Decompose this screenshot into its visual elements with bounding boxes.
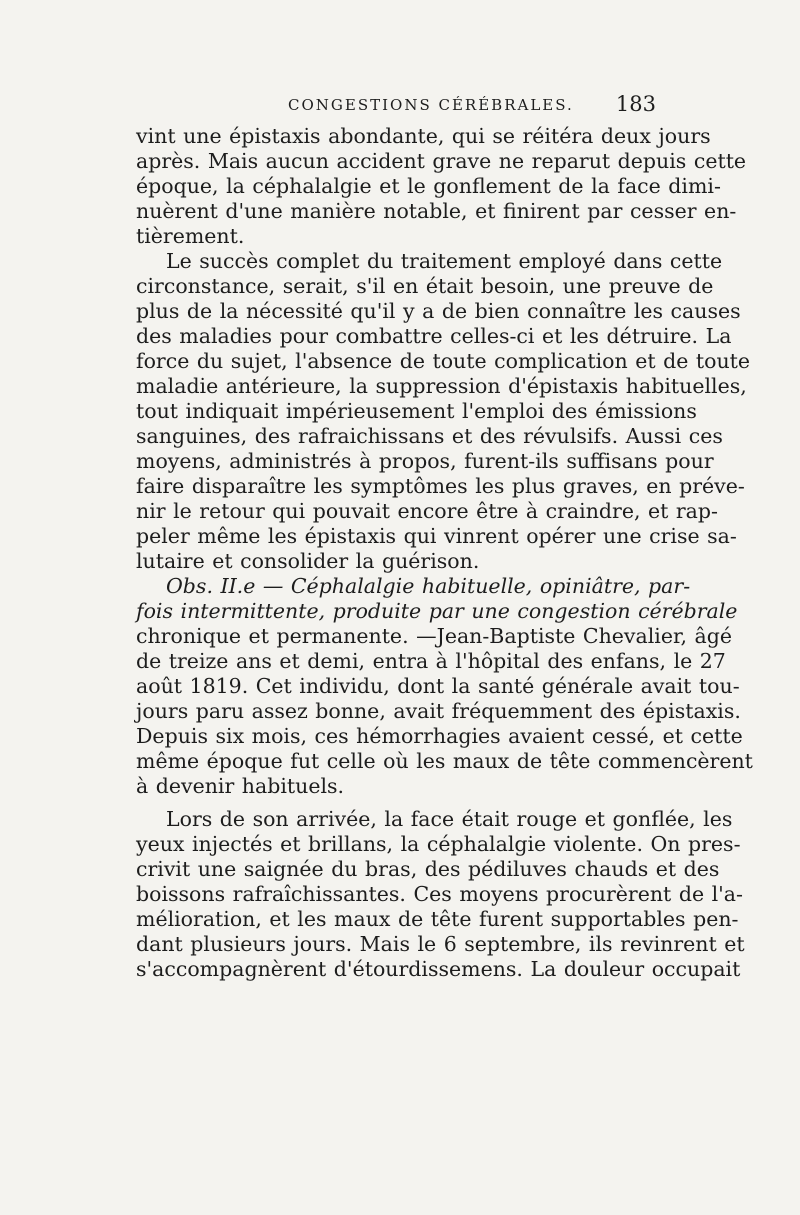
- text-line: époque, la céphalalgie et le gonflement de la face dimi-: [136, 174, 721, 198]
- text-line: Depuis six mois, ces hémorrhagies avaient cessé, et cette: [136, 724, 743, 748]
- text-line: Le succès complet du traitement employé dans cette: [166, 249, 723, 273]
- text-line: maladie antérieure, la suppression d'épistaxis habituelles,: [136, 374, 747, 398]
- page-number: 183: [615, 92, 656, 116]
- text-line: tout indiquait impérieusement l'emploi des émissions: [136, 399, 697, 423]
- text-line: jours paru assez bonne, avait fréquemment des épistaxis.: [136, 699, 741, 723]
- text-line: chronique et permanente. —Jean-Baptiste Chevalier, âgé: [136, 624, 733, 648]
- text-line: s'accompagnèrent d'étourdissemens. La douleur occupait: [136, 957, 741, 981]
- text-line: lutaire et consolider la guérison.: [136, 549, 480, 573]
- body-text: [136, 124, 753, 982]
- text-line: nir le retour qui pouvait encore être à craindre, et rap-: [136, 499, 718, 523]
- paragraph-gap: [136, 799, 658, 807]
- text-line: sanguines, des rafraichissans et des révulsifs. Aussi ces: [136, 424, 723, 448]
- text-line: à devenir habituels.: [136, 774, 345, 798]
- text-line: moyens, administrés à propos, furent-ils suffisans pour: [136, 449, 714, 473]
- text-line: mélioration, et les maux de tête furent supportables pen-: [136, 907, 739, 931]
- text-line: après. Mais aucun accident grave ne reparut depuis cette: [136, 149, 747, 173]
- text-line: faire disparaître les symptômes les plus graves, en préve-: [136, 474, 745, 498]
- running-title: CONGESTIONS CÉRÉBRALES.: [288, 96, 574, 114]
- text-line: circonstance, serait, s'il en était besoin, une preuve de: [136, 274, 714, 298]
- text-line: dant plusieurs jours. Mais le 6 septembre, ils revinrent et: [136, 932, 745, 956]
- text-line: tièrement.: [136, 224, 245, 248]
- page-header: [140, 92, 656, 120]
- text-line: boissons rafraîchissantes. Ces moyens procurèrent de l'a-: [136, 882, 743, 906]
- observation-heading-line: Obs. II.e — Céphalalgie habituelle, opiniâtre, par-: [166, 574, 691, 598]
- text-line: même époque fut celle où les maux de tête commencèrent: [136, 749, 753, 773]
- observation-heading-line: fois intermittente, produite par une congestion cérébrale: [136, 599, 738, 623]
- text-line: Lors de son arrivée, la face était rouge et gonflée, les: [166, 807, 733, 831]
- text-line: nuèrent d'une manière notable, et finirent par cesser en-: [136, 199, 737, 223]
- text-line: des maladies pour combattre celles-ci et les détruire. La: [136, 324, 732, 348]
- text-line: crivit une saignée du bras, des pédiluves chauds et des: [136, 857, 720, 881]
- text-line: plus de la nécessité qu'il y a de bien connaître les causes: [136, 299, 741, 323]
- text-line: août 1819. Cet individu, dont la santé générale avait tou-: [136, 674, 740, 698]
- text-line: de treize ans et demi, entra à l'hôpital des enfans, le 27: [136, 649, 726, 673]
- text-line: peler même les épistaxis qui vinrent opérer une crise sa-: [136, 524, 737, 548]
- text-line: force du sujet, l'absence de toute complication et de toute: [136, 349, 751, 373]
- text-line: yeux injectés et brillans, la céphalalgie violente. On pres-: [136, 832, 741, 856]
- text-line: vint une épistaxis abondante, qui se réitéra deux jours: [136, 124, 711, 148]
